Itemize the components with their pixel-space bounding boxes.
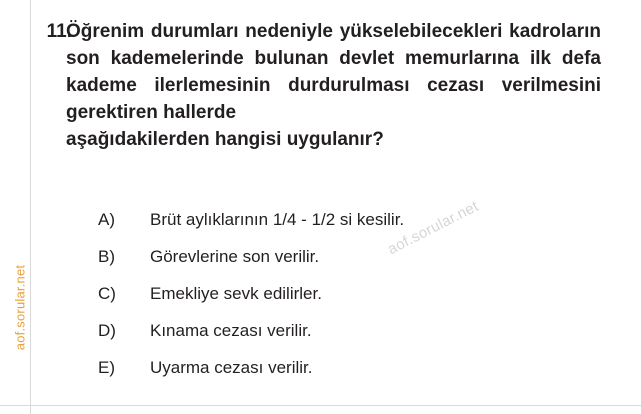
question-text [66, 18, 601, 153]
question-body: Öğrenim durumları nedeniyle yükselebilecekleri kadroların son kademelerinde bulunan devlet memurlarına ilk defa kademe ilerlemesinin durdurulması cezası verilmesini gerektiren hallerde [66, 21, 601, 123]
option-b[interactable] [70, 247, 615, 284]
option-e-letter: E) [98, 358, 115, 377]
question-last-line: aşağıdakilerden hangisi uygulanır? [66, 129, 384, 150]
option-c[interactable] [70, 284, 615, 321]
option-d-text: Kınama cezası verilir. [150, 321, 312, 340]
option-d-letter: D) [98, 321, 116, 340]
option-d[interactable] [70, 321, 615, 358]
option-a-letter: A) [98, 210, 115, 229]
option-a[interactable] [70, 210, 615, 247]
side-watermark-strip [0, 0, 31, 414]
option-c-letter: C) [98, 284, 116, 303]
options-list [70, 210, 615, 395]
page-content [30, 0, 641, 414]
option-c-text: Emekliye sevk edilirler. [150, 284, 322, 303]
option-b-letter: B) [98, 247, 115, 266]
bottom-divider [0, 405, 641, 406]
option-a-text: Brüt aylıklarının 1/4 - 1/2 si kesilir. [150, 210, 405, 229]
option-e-text: Uyarma cezası verilir. [150, 358, 313, 377]
option-b-text: Görevlerine son verilir. [150, 247, 320, 266]
diagonal-watermark-text: aof.sorular.net [385, 197, 482, 259]
side-watermark-text: aof.sorular.net [12, 264, 28, 351]
question-number: 11. [46, 21, 72, 42]
option-e[interactable] [70, 358, 615, 395]
